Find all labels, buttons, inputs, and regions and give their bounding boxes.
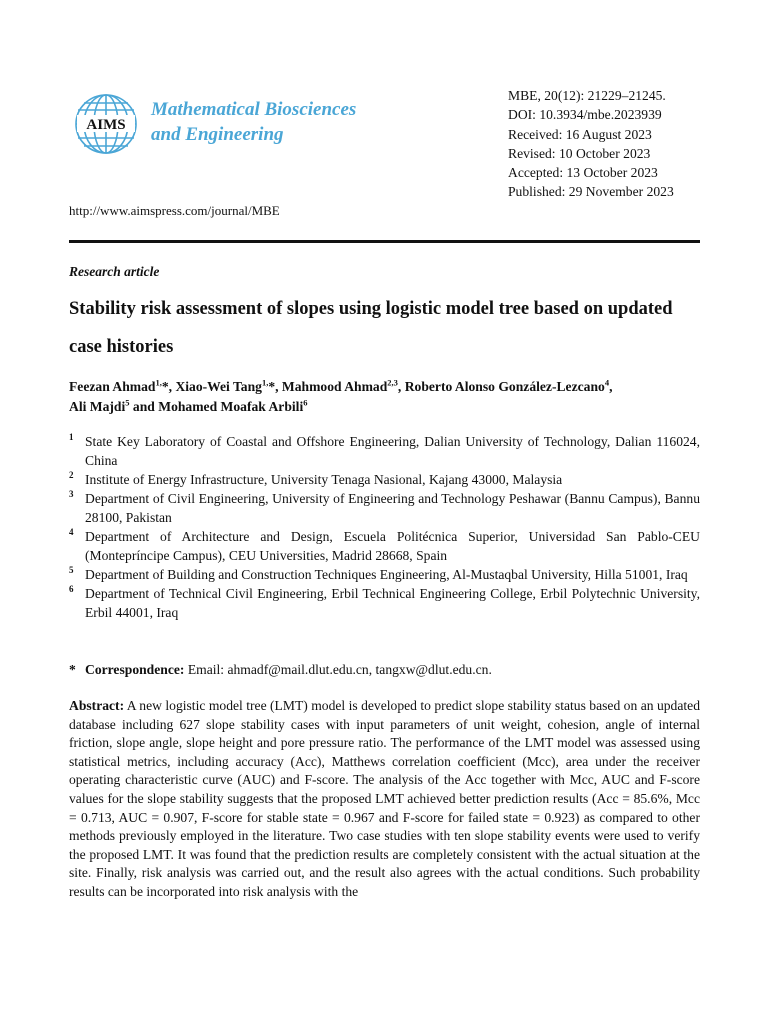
journal-name-line1: Mathematical Biosciences [151,99,357,120]
publication-meta [508,86,674,202]
journal-url[interactable]: http://www.aimspress.com/journal/MBE [69,203,280,218]
affiliation-item: 5 Department of Building and Construction Techniques Engineering, Al-Mustaqbal University, Hilla 51001, Iraq [69,565,688,582]
correspondence [69,662,492,678]
affiliation-list [69,432,700,622]
abstract [69,697,700,902]
logo-text: AIMS [86,117,126,133]
correspondence-star: * [69,662,76,677]
affiliation-item: 1 State Key Laboratory of Coastal and Offshore Engineering, Dalian University of Technology, Dalian 116024, China [69,432,700,468]
author: Feezan Ahmad$^{1,}$*, [69,377,176,394]
author: Roberto Alonso González-Lezcano$^4$, [404,377,613,394]
journal-name [151,97,356,147]
header-divider [69,240,700,243]
affiliation-item: 6 Department of Technical Civil Engineering, Erbil Technical Engineering College, Erbil Polytechnic University, Erbil 44001, Iraq [69,584,700,620]
author: Mohamed Moafak Arbili$^6$ [158,397,308,414]
affiliation-item: 4 Department of Architecture and Design, Escuela Politécnica Superior, Universidad San Pablo-CEU (Montepríncipe Campus), CEU Universities, Madrid 28668, Spain [69,527,700,563]
revised-date: Revised: 10 October 2023 [508,145,651,161]
abstract-text: A new logistic model tree (LMT) model is developed to predict slope stability status based on an updated database including 627 slope stability cases with input parameters of unit weight, cohesion, angle of internal friction, slope angle, slope height and pore pressure ratio. The performance of the LMT model was assessed using statistical metrics, including accuracy (Acc), Matthews correlation coefficient (Mcc), area under the receiver operating characteristic curve (AUC) and F-score. The analysis of the Acc together with Mcc, AUC and F-score values for the slope stability suggests that the proposed LMT achieved better prediction results (Acc = 85.6%, Mcc = 0.713, AUC = 0.907, F-score for stable state = 0.967 and F-score for failed state = 0.923) as compared to other methods previously employed in the literature. Two case studies with ten slope stability events were used to verify the proposed LMT. It was found that the prediction results are completely consistent with the actual situation at the site. Finally, risk analysis was carried out, and the result also agrees with the actual conditions. Such probability results can be incorporated into risk analysis with the [69,698,700,899]
author: Mahmood Ahmad$^{2,3}$, [281,377,405,394]
author: Xiao-Wei Tang$^{1,}$*, [175,377,282,394]
author: Ali Majdi$^5$ and [69,397,159,414]
citation: MBE, 20(12): 21229–21245. [508,88,666,103]
received-date: Received: 16 August 2023 [508,126,652,142]
journal-name-line2: and Engineering [151,124,284,145]
published-date: Published: 29 November 2023 [508,184,674,200]
article-title: Stability risk assessment of slopes using logistic model tree based on updated case histories [69,299,673,357]
doi[interactable]: DOI: 10.3934/mbe.2023939 [508,107,662,123]
article-type: Research article [69,264,160,279]
aims-logo [71,91,141,157]
author-list [69,377,709,417]
abstract-label: Abstract: [69,698,125,713]
affiliation-item: 3 Department of Civil Engineering, University of Engineering and Technology Peshawar (Bannu Campus), Bannu 28100, Pakistan [69,489,700,525]
correspondence-email[interactable]: Email: ahmadf@mail.dlut.edu.cn, tangxw@dlut.edu.cn. [184,662,492,677]
correspondence-label: Correspondence: [85,662,185,677]
affiliation-item: 2 Institute of Energy Infrastructure, University Tenaga Nasional, Kajang 43000, Malaysia [69,470,563,487]
accepted-date: Accepted: 13 October 2023 [508,165,658,181]
